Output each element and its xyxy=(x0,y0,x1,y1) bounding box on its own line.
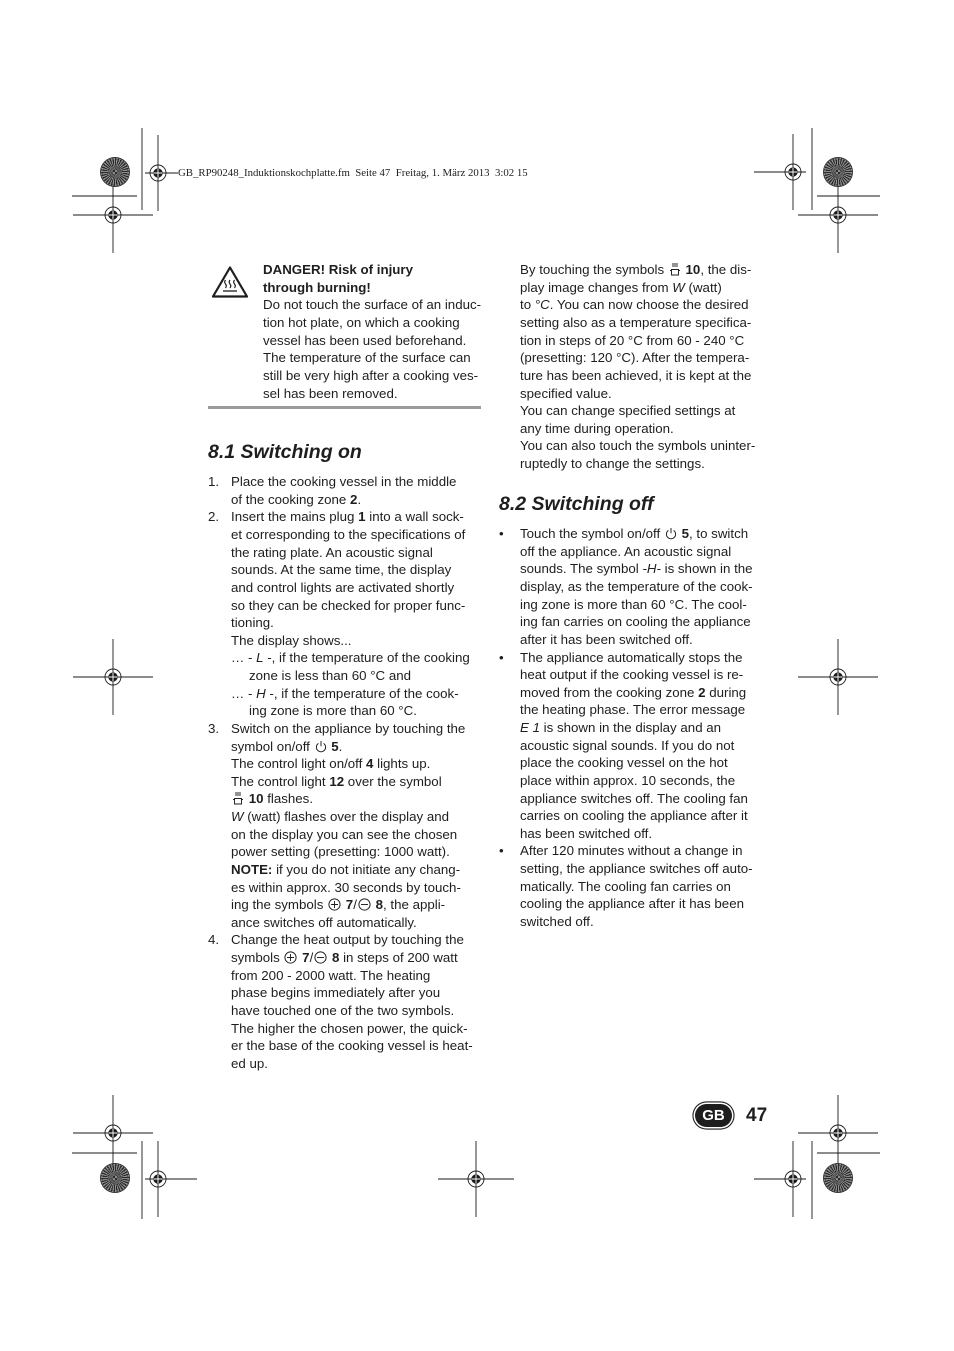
text-line xyxy=(231,931,473,949)
section-heading-switching-on: 8.1 Switching on xyxy=(208,441,362,463)
bold-reference: 12 xyxy=(329,773,345,789)
bold-reference: 7 xyxy=(345,897,354,913)
text-line xyxy=(231,561,470,579)
text-line xyxy=(520,649,748,667)
text-line xyxy=(520,878,753,896)
text-run: and control lights are activated shortly xyxy=(231,579,455,595)
text-run: any time during operation. xyxy=(520,420,674,436)
text-run: sel has been removed. xyxy=(263,385,398,401)
text-line xyxy=(231,949,473,967)
text-line xyxy=(263,349,481,367)
registration-mark xyxy=(798,639,878,715)
step-text xyxy=(231,931,473,1072)
text-run: vessel has been used beforehand. xyxy=(263,332,467,348)
text-run: The control light on/off xyxy=(231,756,367,772)
text-line xyxy=(263,296,481,314)
text-run: off the appliance. An acoustic signal xyxy=(520,543,732,559)
text-run: … - xyxy=(231,650,257,666)
text-line xyxy=(520,772,748,790)
text-run: specified value. xyxy=(520,385,612,401)
step-item xyxy=(208,473,473,508)
bold-reference: 8 xyxy=(375,897,383,913)
text-run: ture has been achieved, it is kept at the xyxy=(520,367,752,383)
text-line xyxy=(520,296,755,314)
danger-warning-text xyxy=(263,261,481,402)
italic-display-text: E 1 xyxy=(520,720,540,736)
registration-mark xyxy=(438,1141,514,1217)
bullet-list xyxy=(499,525,753,930)
text-run: Change the heat output by touching the xyxy=(231,932,464,948)
text-run: Switch on the appliance by touching the xyxy=(231,720,466,736)
text-line xyxy=(520,913,753,931)
registration-mark xyxy=(754,134,806,210)
text-run: The appliance automatically stops the xyxy=(520,649,743,665)
step-number: 1. xyxy=(208,474,220,490)
italic-display-text: W xyxy=(231,809,244,825)
text-line xyxy=(231,879,465,897)
step-number: 4. xyxy=(208,932,220,948)
bold-reference: DANGER! Risk of injury xyxy=(263,262,413,278)
italic-display-text: H xyxy=(256,685,266,701)
text-line xyxy=(520,825,748,843)
text-line xyxy=(231,473,456,491)
step-paragraph xyxy=(231,508,470,649)
italic-display-text: W xyxy=(672,279,685,295)
text-line xyxy=(231,808,465,826)
file-slug-line: GB_RP90248_Induktionskochplatte.fm Seite 47 Freitag, 1. März 2013 3:02 15 xyxy=(178,167,528,179)
text-run: if you do not initiate any chang- xyxy=(272,861,461,877)
text-run: acoustic signal sounds. If you do not xyxy=(520,737,735,753)
text-line xyxy=(231,861,465,879)
text-run: . xyxy=(357,491,362,507)
text-line xyxy=(231,755,465,773)
heat-warning-icon xyxy=(211,265,249,304)
text-run: , the appli- xyxy=(383,897,446,913)
text-line xyxy=(263,261,481,279)
text-line xyxy=(231,526,470,544)
text-run: ance switches off automatically. xyxy=(231,914,417,930)
text-line xyxy=(231,720,465,738)
color-wheel-mark xyxy=(101,158,129,186)
text-run: , the dis- xyxy=(700,262,752,278)
text-line xyxy=(520,261,755,279)
text-run: sounds. The symbol xyxy=(520,561,643,577)
text-run: over the symbol xyxy=(344,773,442,789)
registration-mark xyxy=(73,177,153,253)
bullet-text xyxy=(520,649,748,843)
text-run: -, if the temperature of the cook- xyxy=(265,685,459,701)
power-icon xyxy=(315,740,327,753)
text-run: is shown in the xyxy=(660,561,753,577)
warning-divider xyxy=(208,406,481,409)
bullet-item xyxy=(499,525,753,648)
text-line xyxy=(520,420,755,438)
plus-circle-icon xyxy=(328,898,341,911)
text-line xyxy=(263,385,481,403)
text-line xyxy=(520,613,753,631)
power-icon xyxy=(665,527,677,540)
text-line xyxy=(231,685,470,703)
step-text xyxy=(231,473,456,508)
text-run: power setting (presetting: 1000 watt). xyxy=(231,844,450,860)
text-run: / xyxy=(309,950,314,966)
page-number: 47 xyxy=(746,1105,768,1126)
text-run: et corresponding to the specifications of xyxy=(231,527,466,543)
language-badge: GB xyxy=(695,1104,732,1127)
step-item xyxy=(208,720,473,932)
text-line xyxy=(520,860,753,878)
text-run: The control light xyxy=(231,773,330,789)
text-line xyxy=(520,596,753,614)
text-run: display, as the temperature of the cook- xyxy=(520,579,753,595)
text-run: sounds. At the same time, the display xyxy=(231,562,452,578)
bold-reference: 2 xyxy=(350,491,358,507)
text-line xyxy=(520,437,755,455)
registration-mark xyxy=(798,177,878,253)
step-continuation-text xyxy=(520,261,755,473)
text-run: … - xyxy=(231,685,257,701)
text-line xyxy=(231,738,465,756)
text-line xyxy=(520,701,748,719)
text-line xyxy=(231,491,456,509)
text-run: By touching the symbols xyxy=(520,262,668,278)
text-line xyxy=(231,896,465,914)
color-wheel-mark xyxy=(824,1164,852,1192)
bullet-text xyxy=(520,842,753,930)
text-run: still be very high after a cooking ves- xyxy=(263,367,479,383)
text-run: The display shows... xyxy=(231,632,352,648)
text-run: is shown in the display and an xyxy=(539,720,722,736)
text-run: Touch the symbol on/off xyxy=(520,526,664,542)
plus-circle-icon xyxy=(284,951,297,964)
bold-reference: 2 xyxy=(698,684,706,700)
display-option xyxy=(231,649,470,684)
text-run: es within approx. 30 seconds by touch- xyxy=(231,879,461,895)
text-run: in steps of 200 watt xyxy=(339,950,458,966)
bold-reference: through burning! xyxy=(263,279,371,295)
bullet-marker: • xyxy=(499,843,504,859)
text-run: into a wall sock- xyxy=(365,509,464,525)
text-line xyxy=(263,332,481,350)
text-line xyxy=(520,807,748,825)
text-run: tion in steps of 20 °C from 60 - 240 °C xyxy=(520,332,745,348)
text-run: place the cooking vessel on the hot xyxy=(520,755,728,771)
registration-mark xyxy=(754,1141,806,1217)
bold-reference: 5 xyxy=(331,738,339,754)
text-run: Do not touch the surface of an induc- xyxy=(263,297,482,313)
text-line xyxy=(520,279,755,297)
text-run: The higher the chosen power, the quick- xyxy=(231,1020,468,1036)
text-run: after it has been switched off. xyxy=(520,631,693,647)
text-line xyxy=(231,1002,473,1020)
text-run: carries on cooling the appliance after it xyxy=(520,808,748,824)
text-run: symbols xyxy=(231,950,284,966)
text-line xyxy=(231,967,473,985)
text-run: (watt) xyxy=(684,279,722,295)
text-run: Place the cooking vessel in the middle xyxy=(231,474,457,490)
text-run: play image changes from xyxy=(520,279,673,295)
text-line xyxy=(520,525,753,543)
text-run: ed up. xyxy=(231,1055,268,1071)
minus-circle-icon xyxy=(358,898,371,911)
text-line xyxy=(520,754,748,772)
text-run: setting also as a temperature specifica- xyxy=(520,315,752,331)
text-run: so they can be checked for proper func- xyxy=(231,597,466,613)
text-line xyxy=(520,332,755,350)
text-line xyxy=(231,773,465,791)
text-line xyxy=(520,543,753,561)
text-run: to xyxy=(520,297,535,313)
text-run: has been switched off. xyxy=(520,825,653,841)
text-line xyxy=(520,842,753,860)
text-line xyxy=(231,1037,473,1055)
step-item xyxy=(208,508,473,720)
text-line xyxy=(231,984,473,1002)
text-line xyxy=(231,614,470,632)
bold-reference: 7 xyxy=(302,950,310,966)
text-line xyxy=(520,385,755,403)
italic-display-text: °C xyxy=(534,297,550,313)
text-run: (watt) flashes over the display and xyxy=(243,809,450,825)
text-line xyxy=(520,895,753,913)
italic-display-text: L xyxy=(256,650,264,666)
text-line xyxy=(263,314,481,332)
text-line xyxy=(520,719,748,737)
registration-mark xyxy=(73,639,153,715)
text-run: setting, the appliance switches off auto- xyxy=(520,861,753,877)
text-run: moved from the cooking zone xyxy=(520,684,699,700)
text-line xyxy=(231,843,465,861)
text-line xyxy=(520,367,755,385)
text-run: have touched one of the two symbols. xyxy=(231,1002,455,1018)
text-run: of the cooking zone xyxy=(231,491,351,507)
text-run: phase begins immediately after you xyxy=(231,985,441,1001)
step-text xyxy=(231,720,465,932)
keep-warm-icon xyxy=(669,262,681,276)
text-run: . You can now choose the desired xyxy=(549,297,749,313)
text-run: from 200 - 2000 watt. The heating xyxy=(231,967,431,983)
step-text xyxy=(231,508,470,720)
text-run: switched off. xyxy=(520,913,594,929)
text-line xyxy=(520,349,755,367)
registration-mark xyxy=(73,1095,153,1171)
text-line xyxy=(231,702,470,720)
text-run: matically. The cooling fan carries on xyxy=(520,878,731,894)
text-line xyxy=(520,402,755,420)
text-run: , to switch xyxy=(689,526,749,542)
text-run: The temperature of the surface can xyxy=(263,350,471,366)
bold-reference: 5 xyxy=(681,526,689,542)
text-line xyxy=(520,790,748,808)
bold-reference: 1 xyxy=(358,509,366,525)
bullet-item xyxy=(499,649,753,843)
registration-mark xyxy=(145,1141,197,1217)
text-line xyxy=(231,790,465,808)
text-run: After 120 minutes without a change in xyxy=(520,843,743,859)
text-line xyxy=(231,508,470,526)
text-run: ing the symbols xyxy=(231,897,328,913)
minus-circle-icon xyxy=(314,951,327,964)
text-run: zone is less than 60 °C and xyxy=(249,668,412,684)
text-run: symbol on/off xyxy=(231,738,314,754)
text-line xyxy=(520,666,748,684)
text-run: flashes. xyxy=(263,791,314,807)
text-run: ing fan carries on cooling the appliance xyxy=(520,614,751,630)
display-option xyxy=(231,685,470,720)
text-run: (presetting: 120 °C). After the tempera- xyxy=(520,350,750,366)
text-line xyxy=(231,597,470,615)
text-line xyxy=(231,544,470,562)
text-line xyxy=(520,737,748,755)
bullet-marker: • xyxy=(499,649,504,665)
section-heading-switching-off: 8.2 Switching off xyxy=(499,493,654,515)
text-line xyxy=(263,279,481,297)
text-run: . xyxy=(338,738,343,754)
text-run: on the display you can see the chosen xyxy=(231,826,458,842)
text-run: / xyxy=(353,897,357,913)
text-run: place within approx. 10 seconds, the xyxy=(520,772,736,788)
text-run: Insert the mains plug xyxy=(231,509,359,525)
text-line xyxy=(231,826,465,844)
bullet-item xyxy=(499,842,753,930)
bold-reference: 10 xyxy=(685,262,701,278)
italic-display-text: -H- xyxy=(642,561,661,577)
bullet-marker: • xyxy=(499,526,504,542)
text-run: ruptedly to change the settings. xyxy=(520,456,705,472)
registration-mark xyxy=(798,1095,878,1171)
text-line xyxy=(520,578,753,596)
text-line xyxy=(520,631,753,649)
text-line xyxy=(231,632,470,650)
bold-reference: NOTE: xyxy=(231,861,273,877)
text-run: You can also touch the symbols uninter- xyxy=(520,438,756,454)
text-run: the rating plate. An acoustic signal xyxy=(231,544,433,560)
color-wheel-mark xyxy=(824,158,852,186)
text-line xyxy=(231,667,470,685)
text-run: appliance switches off. The cooling fan xyxy=(520,790,748,806)
text-run: ing zone is more than 60 °C. xyxy=(249,703,417,719)
text-run: tion hot plate, on which a cooking xyxy=(263,315,460,331)
text-line xyxy=(231,1055,473,1073)
text-run: lights up. xyxy=(373,756,431,772)
text-line xyxy=(520,684,748,702)
text-line xyxy=(520,455,755,473)
bold-reference: 8 xyxy=(331,950,340,966)
text-run: ing zone is more than 60 °C. The cool- xyxy=(520,596,747,612)
text-run: tioning. xyxy=(231,615,274,631)
text-run: cooling the appliance after it has been xyxy=(520,896,744,912)
text-run: during xyxy=(705,684,747,700)
text-run: er the base of the cooking vessel is heat- xyxy=(231,1038,473,1054)
step-number: 3. xyxy=(208,720,220,736)
bold-reference: 4 xyxy=(366,756,374,772)
text-line xyxy=(263,367,481,385)
text-line xyxy=(231,1020,473,1038)
text-line xyxy=(520,560,753,578)
text-run: the heating phase. The error message xyxy=(520,702,746,718)
text-line xyxy=(520,314,755,332)
text-line xyxy=(231,579,470,597)
text-line xyxy=(231,914,465,932)
steps-list xyxy=(208,473,473,1072)
text-run: You can change specified settings at xyxy=(520,403,736,419)
color-wheel-mark xyxy=(101,1164,129,1192)
keep-warm-icon xyxy=(232,791,244,805)
bold-reference: 10 xyxy=(248,791,264,807)
step-number: 2. xyxy=(208,509,220,525)
text-run: -, if the temperature of the cooking xyxy=(263,650,470,666)
text-run: heat output if the cooking vessel is re- xyxy=(520,667,744,683)
step-item xyxy=(208,931,473,1072)
bullet-text xyxy=(520,525,753,648)
text-line xyxy=(231,649,470,667)
registration-mark xyxy=(145,135,178,211)
